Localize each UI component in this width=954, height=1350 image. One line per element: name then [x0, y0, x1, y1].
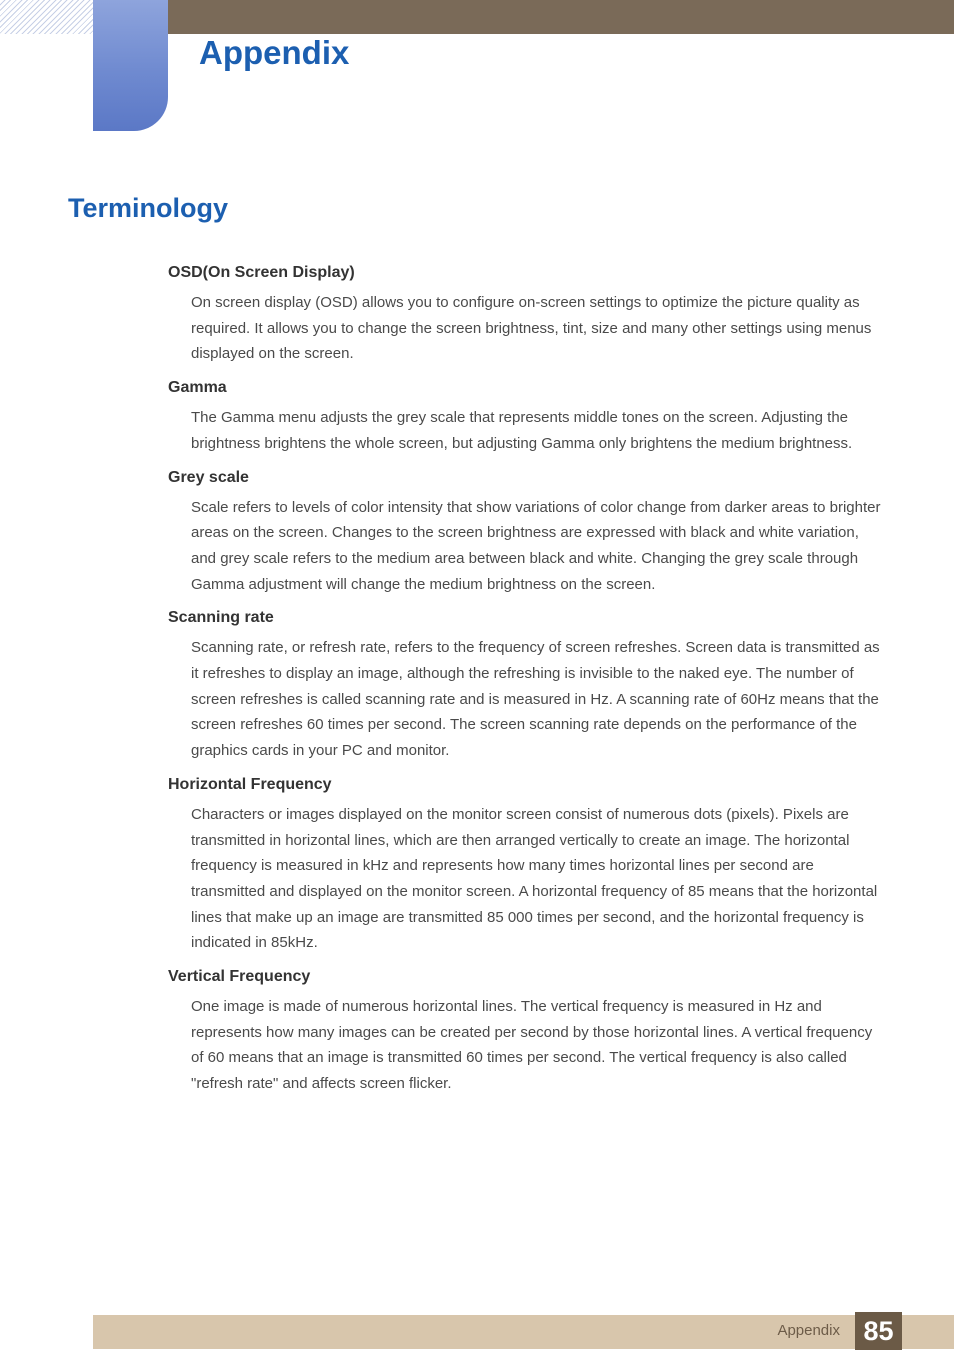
header-bar [168, 0, 954, 34]
term-description: On screen display (OSD) allows you to configure on-screen settings to optimize the picture quality as required. It allows you to change the screen brightness, tint, size and many other settings using menus displayed on the screen. [191, 294, 872, 363]
term-osd [168, 262, 888, 367]
term-horizontal-frequency [168, 774, 888, 956]
term-description: Characters or images displayed on the monitor screen consist of numerous dots (pixels). Pixels are transmitted in horizontal lines, which are then arranged vertically to create an image. The horizontal frequency is measured in kHz and represents how many times horizontal lines per second are transmitted and displayed on the monitor screen. A horizontal frequency of 85 means that the horizontal lines that make up an image are transmitted 85 000 times per second, and the horizontal frequency is indicated in 85kHz. [191, 805, 878, 952]
term-title: OSD(On Screen Display) [168, 264, 355, 281]
footer-section-label: Appendix [777, 1322, 840, 1339]
page-number: 85 [855, 1312, 902, 1350]
term-title: Scanning rate [168, 609, 274, 627]
term-description: The Gamma menu adjusts the grey scale that represents middle tones on the screen. Adjusting the brightness brightens the whole screen, but adjusting Gamma only brightens the medium brightness. [191, 409, 853, 452]
term-grey-scale [168, 467, 888, 598]
term-description: Scanning rate, or refresh rate, refers to the frequency of screen refreshes. Screen data is transmitted as it refreshes to display an image, although the refreshing is invisible to the naked eye. The number of screen refreshes is called scanning rate and is measured in Hz. A scanning rate of 60Hz means that the screen refreshes 60 times per second. The screen scanning rate depends on the performance of the graphics cards in your PC and monitor. [191, 639, 880, 760]
term-gamma [168, 377, 888, 456]
header-hatch-pattern [0, 0, 93, 34]
chapter-tab [93, 0, 168, 131]
section-title: Terminology [68, 193, 229, 223]
term-title: Vertical Frequency [168, 968, 311, 986]
term-title: Gamma [168, 379, 227, 397]
term-title: Grey scale [168, 468, 249, 486]
term-description: Scale refers to levels of color intensity that show variations of color change from darker areas to brighter areas on the screen. Changes to the screen brightness are expressed with black and white variation, and grey scale refers to the medium area between black and white. Changing the grey scale through Gamma adjustment will change the medium brightness on the screen. [191, 498, 881, 593]
term-description: One image is made of numerous horizontal lines. The vertical frequency is measured in Hz and represents how many images can be created per second by those horizontal lines. A vertical frequency of 60 means that an image is transmitted 60 times per second. The vertical frequency is also called "refresh rate" and affects screen flicker. [191, 998, 873, 1093]
terminology-list [168, 262, 888, 1107]
chapter-title: Appendix [199, 34, 350, 71]
term-vertical-frequency [168, 966, 888, 1097]
term-scanning-rate [168, 607, 888, 764]
term-title: Horizontal Frequency [168, 775, 332, 793]
